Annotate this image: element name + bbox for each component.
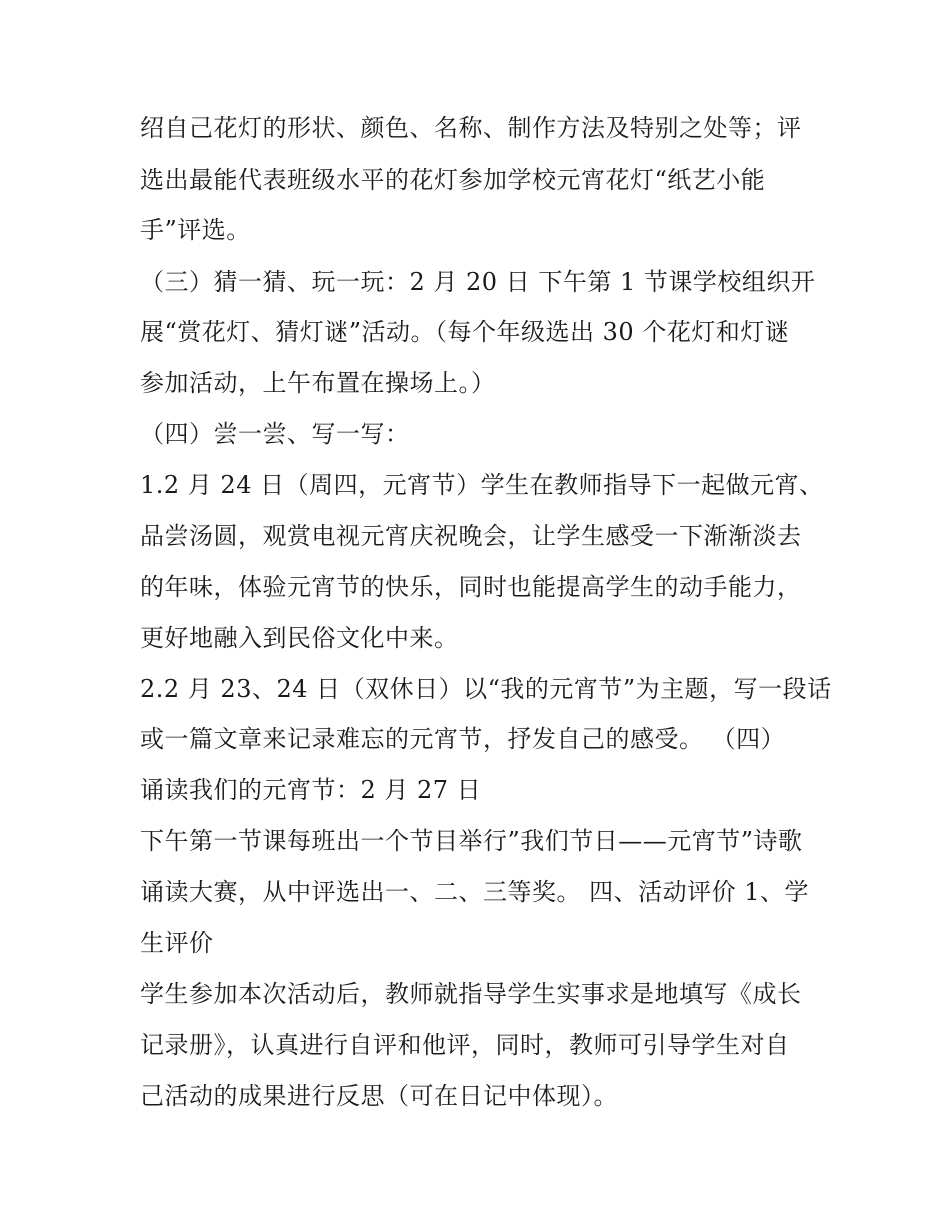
text-line: 学生参加本次活动后，教师就指导学生实事求是地填写《成长 <box>140 980 802 1008</box>
text-line: 的年味，体验元宵节的快乐，同时也能提高学生的动手能力， <box>140 573 802 601</box>
text-line: （四）尝一尝、写一写： <box>140 420 410 448</box>
text-line: 更好地融入到民俗文化中来。 <box>140 624 459 652</box>
text-line: 1.2 月 24 日（周四，元宵节）学生在教师指导下一起做元宵、 <box>140 471 824 499</box>
text-line: 展“赏花灯、猜灯谜”活动。（每个年级选出 30 个花灯和灯谜 <box>140 318 790 346</box>
text-line: 己活动的成果进行反思（可在日记中体现）。 <box>140 1082 618 1110</box>
text-line: 选出最能代表班级水平的花灯参加学校元宵花灯“纸艺小能 <box>140 166 766 194</box>
text-line: 诵读我们的元宵节：2 月 27 日 <box>140 776 482 804</box>
text-line: 生评价 <box>140 929 214 957</box>
text-line: 记录册》，认真进行自评和他评，同时，教师可引导学生对自 <box>140 1031 790 1059</box>
text-line: 或一篇文章来记录难忘的元宵节，抒发自己的感受。 （四） <box>140 725 786 753</box>
text-line: 诵读大赛，从中评选出一、二、三等奖。 四、活动评价 1、学 <box>140 878 810 906</box>
text-line: （三）猜一猜、玩一玩：2 月 20 日 下午第 1 节课学校组织开 <box>140 268 816 296</box>
text-line: 绍自己花灯的形状、颜色、名称、制作方法及特别之处等；评 <box>140 114 802 142</box>
text-line: 手”评选。 <box>140 216 251 244</box>
text-line: 品尝汤圆，观赏电视元宵庆祝晚会，让学生感受一下渐渐淡去 <box>140 522 802 550</box>
text-line: 2.2 月 23、24 日（双休日）以“我的元宵节”为主题，写一段话 <box>140 675 832 703</box>
text-line: 参加活动，上午布置在操场上。） <box>140 369 496 397</box>
text-line: 下午第一节课每班出一个节目举行”我们节日——元宵节”诗歌 <box>140 827 803 855</box>
